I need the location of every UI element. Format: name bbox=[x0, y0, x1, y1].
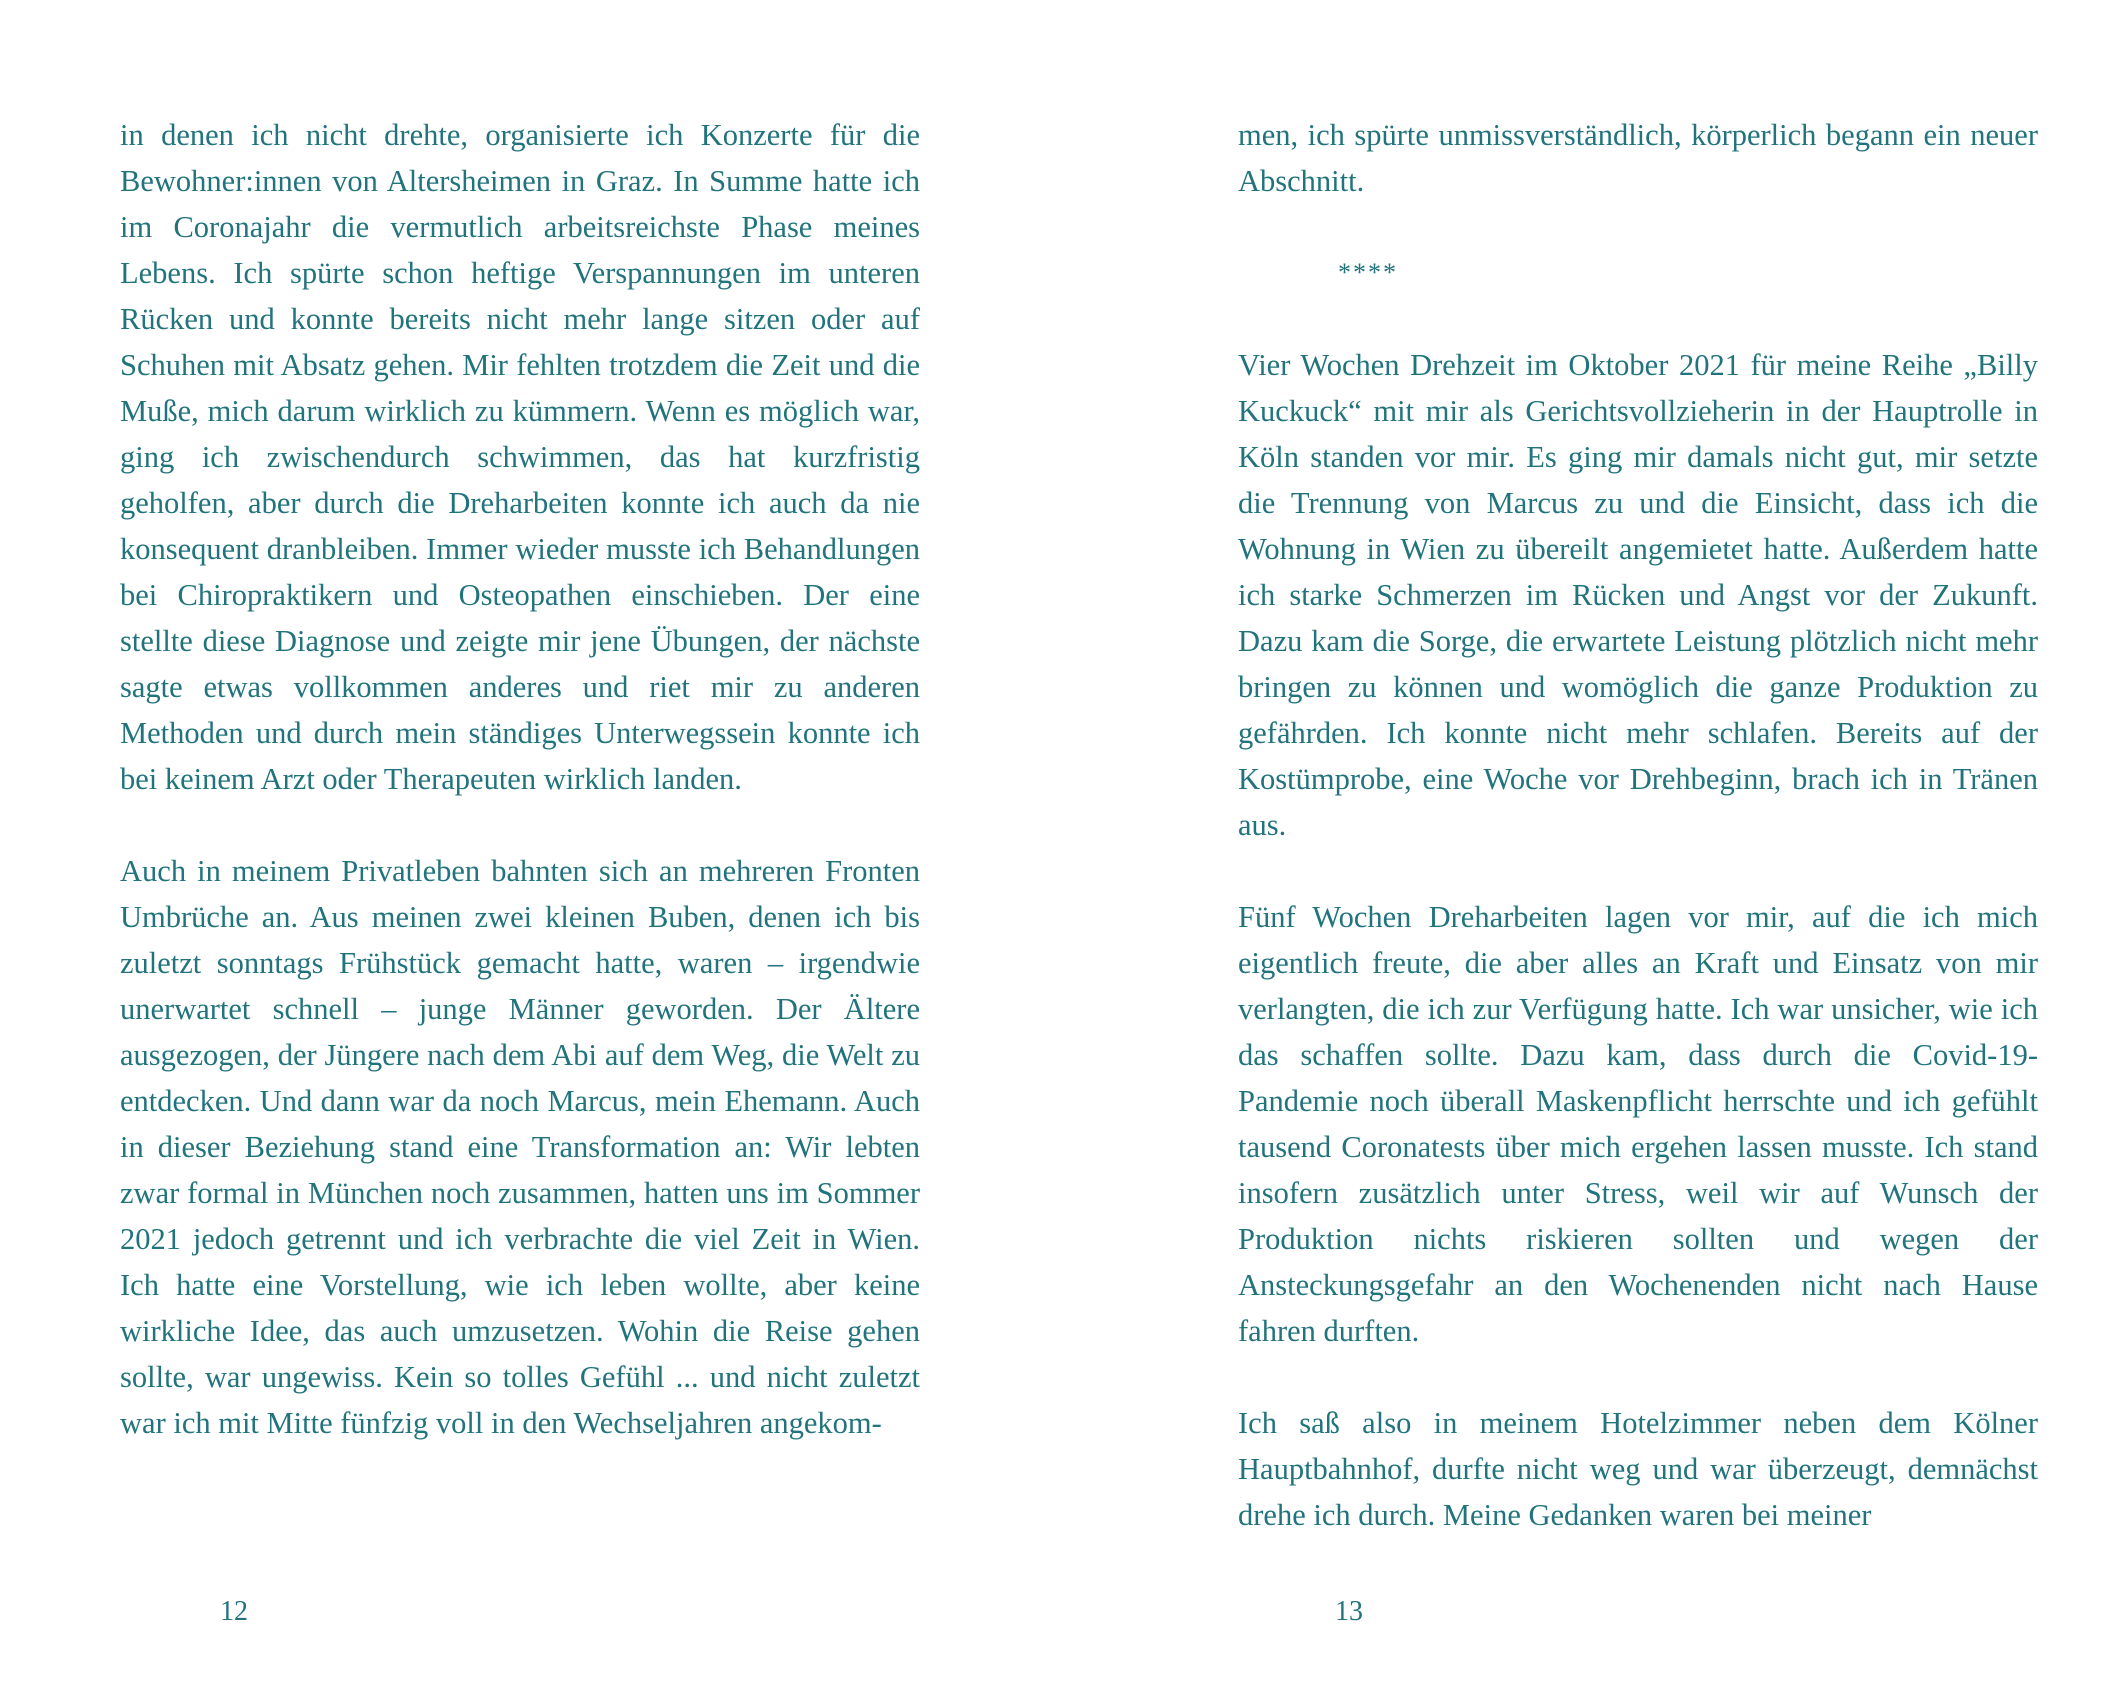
right-intro-paragraph: men, ich spürte unmissverständlich, körperlich begann ein neuer Abschnitt. bbox=[1238, 118, 2038, 198]
left-paragraph-2: Auch in meinem Privatleben bahnten sich an mehreren Fronten Umbrüche an. Aus meinen zwei kleinen Buben, denen ich bis zuletzt sonntags Frühstück gemacht hatte, waren – irgendwie unerwartet schnell – junge Männer geworden. Der Ältere ausgezogen, der Jüngere nach dem Abi auf dem Weg, die Welt zu entdecken. Und dann war da noch Marcus, mein Ehemann. Auch in dieser Beziehung stand eine Transformation an: Wir lebten zwar formal in München noch zusammen, hatten uns im Sommer 2021 jedoch getrennt und ich verbrachte die viel Zeit in Wien. Ich hatte eine Vorstellung, wie ich leben wollte, aber keine wirkliche Idee, das auch umzusetzen. Wohin die Reise gehen sollte, war ungewiss. Kein so tolles Gefühl ... und nicht zuletzt war ich mit Mitte fünfzig voll in den Wechseljahren angekom- bbox=[120, 854, 920, 1440]
left-page bbox=[120, 112, 920, 1446]
right-paragraph-2: Fünf Wochen Dreharbeiten lagen vor mir, auf die ich mich eigentlich freute, die aber alles an Kraft und Einsatz von mir verlangten, die ich zur Verfügung hatte. Ich war unsicher, wie ich das schaffen sollte. Dazu kam, dass durch die Covid-19-Pandemie noch überall Maskenpflicht herrschte und ich gefühlt tausend Coronatests über mich ergehen lassen musste. Ich stand insofern zusätzlich unter Stress, weil wir auf Wunsch der Produktion nichts riskieren sollten und wegen der Ansteckungsgefahr an den Wochenenden nicht nach Hause fahren durften. bbox=[1238, 900, 2038, 1348]
right-paragraph-1: Vier Wochen Drehzeit im Oktober 2021 für meine Reihe „Billy Kuckuck“ mit mir als Gerichtsvollzieherin in der Hauptrolle in Köln standen vor mir. Es ging mir damals nicht gut, mir setzte die Trennung von Marcus zu und die Einsicht, dass ich die Wohnung in Wien zu übereilt angemietet hatte. Außerdem hatte ich starke Schmerzen im Rücken und Angst vor der Zukunft. Dazu kam die Sorge, die erwartete Leistung plötzlich nicht mehr bringen zu können und womöglich die ganze Produktion zu gefährden. Ich konnte nicht mehr schlafen. Bereits auf der Kostümprobe, eine Woche vor Drehbeginn, brach ich in Tränen aus. bbox=[1238, 348, 2038, 842]
page-number-right: 13 bbox=[1335, 1596, 1363, 1627]
section-break-ornament: **** bbox=[1338, 258, 1398, 287]
right-paragraph-3: Ich saß also in meinem Hotelzimmer neben dem Kölner Hauptbahnhof, durfte nicht weg und war überzeugt, demnächst drehe ich durch. Meine Gedanken waren bei meiner bbox=[1238, 1406, 2038, 1532]
left-paragraph-1: in denen ich nicht drehte, organisierte ich Konzerte für die Bewohner:innen von Altersheimen in Graz. In Summe hatte ich im Coronajahr die vermutlich arbeitsreichste Phase meines Lebens. Ich spürte schon heftige Verspannungen im unteren Rücken und konnte bereits nicht mehr lange sitzen oder auf Schuhen mit Absatz gehen. Mir fehlten trotzdem die Zeit und die Muße, mich darum wirklich zu kümmern. Wenn es möglich war, ging ich zwischendurch schwimmen, das hat kurzfristig geholfen, aber durch die Dreharbeiten konnte ich auch da nie konsequent dranbleiben. Immer wieder musste ich Behandlungen bei Chiropraktikern und Osteopathen einschieben. Der eine stellte diese Diagnose und zeigte mir jene Übungen, der nächste sagte etwas vollkommen anderes und riet mir zu anderen Methoden und durch mein ständiges Unterwegssein konnte ich bei keinem Arzt oder Therapeuten wirklich landen. bbox=[120, 118, 920, 796]
page-number-left: 12 bbox=[220, 1596, 248, 1627]
right-page bbox=[1238, 112, 2038, 1538]
